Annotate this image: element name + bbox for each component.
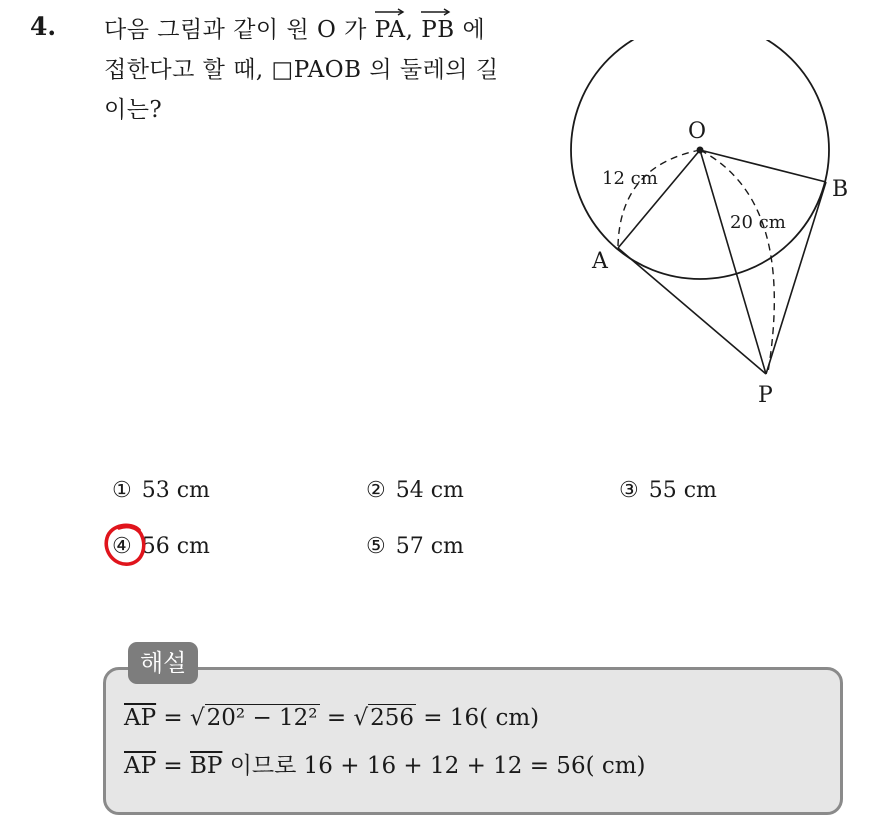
choice-2[interactable] xyxy=(366,478,464,503)
vector-pb xyxy=(421,10,454,50)
geometry-figure xyxy=(560,40,860,420)
equals-2: = xyxy=(319,705,354,731)
question-number: 4. xyxy=(30,12,57,41)
explanation-box xyxy=(103,667,843,815)
question-line-3: 이는? xyxy=(104,97,163,123)
sqrt-2: √256 xyxy=(353,705,414,731)
choice-1[interactable] xyxy=(112,478,210,503)
segment-ap xyxy=(618,248,766,374)
question-line-1 xyxy=(104,10,544,50)
question-line-2: 접한다고 할 때, □PAOB 의 둘레의 길 xyxy=(104,57,499,83)
label-a: A xyxy=(592,249,608,274)
segment-ap-label: $\overline{AP}$ xyxy=(124,705,157,731)
label-op-length: 20 cm xyxy=(730,212,786,233)
sqrt-2-radicand: 256 xyxy=(370,705,414,731)
sqrt-1: √20² − 12² xyxy=(190,705,318,731)
line-2-result: 이므로 16 + 16 + 12 + 12 = 56( cm) xyxy=(222,753,646,779)
segment-bp-label: $\overline{BP}$ xyxy=(190,753,223,779)
explanation-line-1 xyxy=(124,705,539,731)
choice-4-text: 56 cm xyxy=(141,534,210,559)
segment-op xyxy=(700,150,766,374)
choice-1-number: ① xyxy=(112,478,132,503)
choice-3-number: ③ xyxy=(619,478,639,503)
sqrt-1-radicand: 20² − 12² xyxy=(206,705,318,731)
choice-1-text: 53 cm xyxy=(141,478,210,503)
answer-mark-stroke xyxy=(106,525,143,564)
vector-pb-label: PB xyxy=(421,17,455,43)
question-text-part1: 다음 그림과 같이 원 O 가 xyxy=(104,17,375,43)
segment-ob xyxy=(700,150,826,182)
choice-3[interactable] xyxy=(619,478,717,503)
choice-5-text: 57 cm xyxy=(395,534,464,559)
line-1-result: = 16( cm) xyxy=(416,705,540,731)
question-text xyxy=(104,10,544,130)
center-point-o xyxy=(697,147,704,154)
question-comma: , xyxy=(405,17,422,43)
explanation-line-2 xyxy=(124,747,646,780)
choice-5-number: ⑤ xyxy=(366,534,386,559)
label-oa-length: 12 cm xyxy=(602,168,658,189)
label-b: B xyxy=(832,177,849,202)
label-p: P xyxy=(758,383,773,408)
label-o: O xyxy=(688,119,707,144)
choice-2-number: ② xyxy=(366,478,386,503)
circle-o xyxy=(571,40,829,279)
dimension-arc-op xyxy=(700,150,774,372)
vector-pa-label: PA xyxy=(374,17,406,43)
segment-oa xyxy=(618,150,700,248)
explanation-tag: 해설 xyxy=(128,642,198,684)
question-text-part2: 에 xyxy=(454,17,486,43)
vector-arrow-icon xyxy=(375,8,405,16)
choice-4-number: ④ xyxy=(112,534,132,559)
vector-arrow-icon xyxy=(421,8,451,16)
choice-5[interactable] xyxy=(366,534,464,559)
equals-1: = xyxy=(156,705,190,731)
vector-pa xyxy=(375,10,406,50)
choice-2-text: 54 cm xyxy=(395,478,464,503)
equals-3: = xyxy=(156,753,190,779)
answer-circle-mark-icon xyxy=(103,522,149,568)
choice-3-text: 55 cm xyxy=(648,478,717,503)
segment-ap-label-2: $\overline{AP}$ xyxy=(124,753,157,779)
segment-bp xyxy=(766,182,826,374)
